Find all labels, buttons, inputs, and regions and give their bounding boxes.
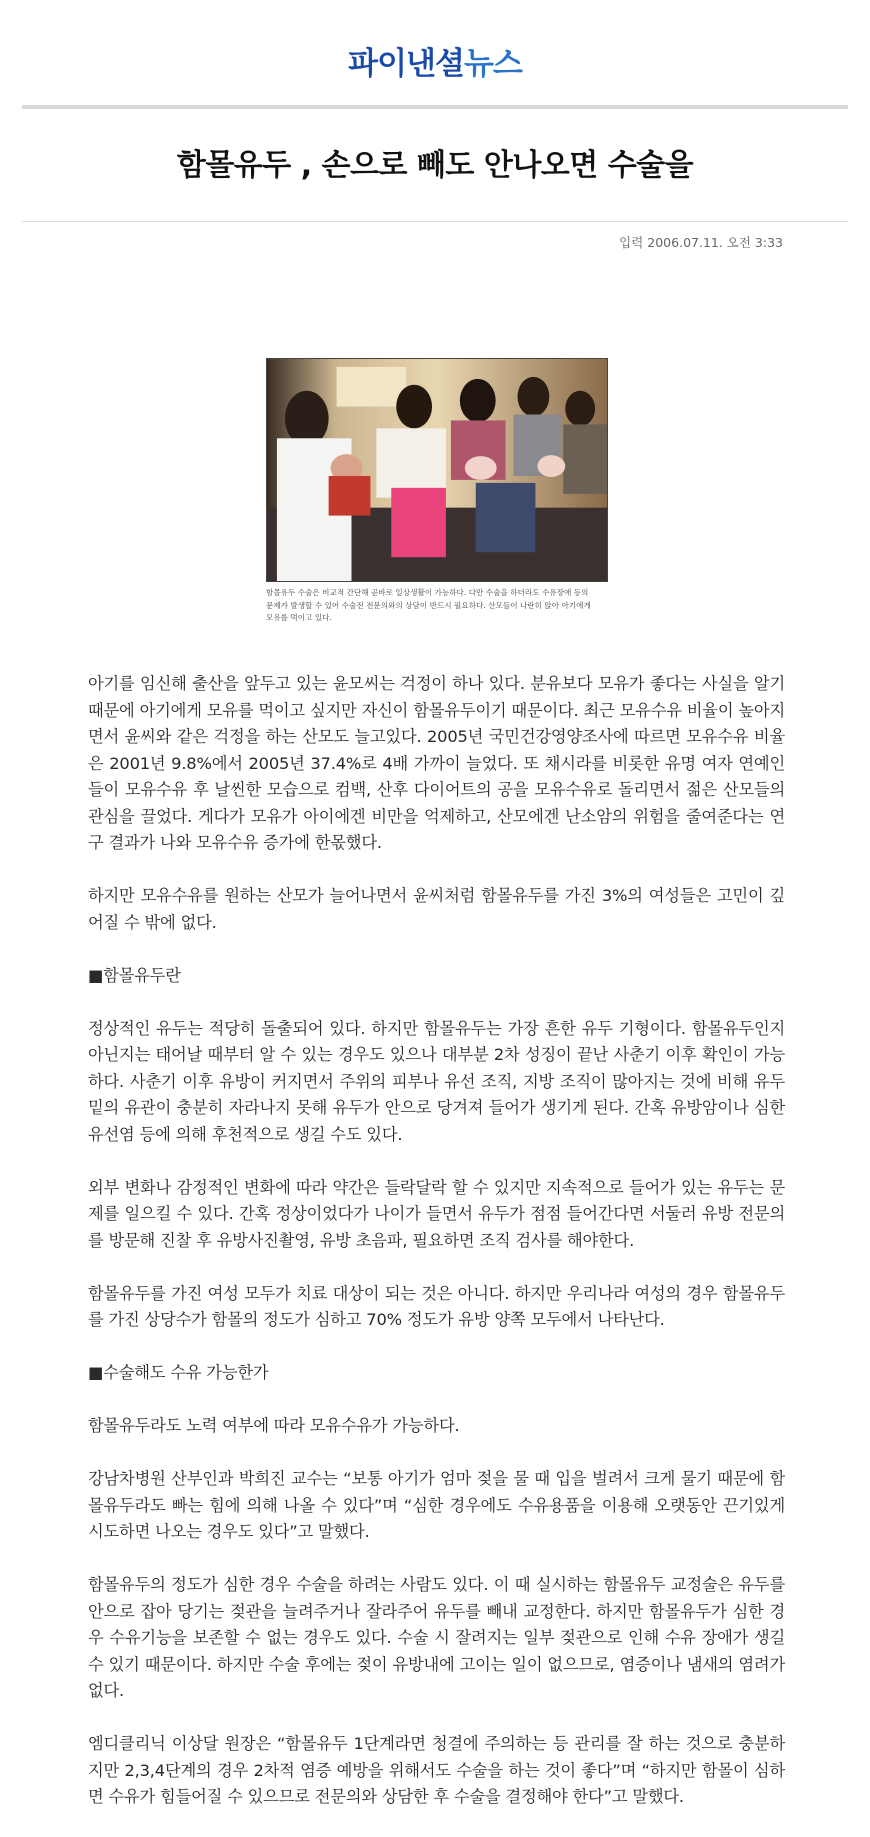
paragraph: 함몰유두의 정도가 심한 경우 수술을 하려는 사람도 있다. 이 때 실시하는 함몰유두 교정술은 유두를 안으로 잡아 당기는 젖관을 늘려주거나 잘라주어 유두를 빼내 교정한다. 하지만 함몰유두가 심한 경우 수유기능을 보존할 수 없는 경우도 있다. 수술 시 잘려지는 일부 젖관으로 인해 수유 장애가 생길 수 있기 때문이다. 하지만 수술 후에는 젖이 유방내에 고이는 일이 없으므로, 염증이나 냄새의 염려가 없다. bbox=[88, 1575, 785, 1700]
paragraph: 엠디클리닉 이상달 원장은 “함몰유두 1단계라면 청결에 주의하는 등 관리를 잘 하는 것으로 충분하지만 2,3,4단계의 경우 2차적 염증 예방을 위해서도 수술을 하는 것이 좋다”며 “하지만 함몰이 심하면 수유가 힘들어질 수 있으므로 전문의와 상담한 후 수술을 결정해야 한다”고 말했다. bbox=[88, 1734, 785, 1806]
paragraph: 하지만 모유수유를 원하는 산모가 늘어나면서 윤씨처럼 함몰유두를 가진 3%의 여성들은 고민이 깊어질 수 밖에 없다. bbox=[88, 886, 785, 932]
masthead bbox=[0, 0, 870, 105]
date-value: 2006.07.11. 오전 3:33 bbox=[647, 235, 783, 250]
article-body bbox=[88, 671, 785, 1837]
paragraph: 아기를 임신해 출산을 앞두고 있는 윤모씨는 걱정이 하나 있다. 분유보다 모유가 좋다는 사실을 알기 때문에 아기에게 모유를 먹이고 싶지만 자신이 함몰유두이기 때문이다. 최근 모유수유 비율이 높아지면서 윤씨와 같은 걱정을 하는 산모도 늘고있다. 2005년 국민건강영양조사에 따르면 모유수유 비율은 2001년 9.8%에서 2005년 37.4%로 4배 가까이 늘었다. 또 채시라를 비롯한 유명 여자 연예인들이 모유수유 후 날씬한 모습으로 컴백, 산후 다이어트의 공을 모유수유로 돌리면서 젊은 산모들의 관심을 끌었다. 게다가 모유가 아이에겐 비만을 억제하고, 산모에겐 난소암의 위험을 줄여준다는 연구 결과가 나와 모유수유 증가에 한몫했다. bbox=[88, 674, 785, 852]
section-heading: ■함몰유두란 bbox=[88, 965, 181, 985]
article-dateline bbox=[615, 233, 783, 251]
photo-caption: 함몰유두 수술은 비교적 간단해 곧바로 일상생활이 가능하다. 다만 수술을 하더라도 수유장애 등의 문제가 발생할 수 있어 수술전 전문의와의 상담이 반드시 필요하다. 산모들이 나란히 앉아 아기에게 모유를 먹이고 있다. bbox=[266, 588, 591, 622]
paragraph: 함몰유두를 가진 여성 모두가 치료 대상이 되는 것은 아니다. 하지만 우리나라 여성의 경우 함몰유두를 가진 상당수가 함몰의 정도가 심하고 70% 정도가 유방 양쪽 모두에서 나타난다. bbox=[88, 1283, 785, 1329]
logo-sub-text: 뉴스 bbox=[463, 46, 522, 82]
paragraph: 외부 변화나 감정적인 변화에 따라 약간은 들락달락 할 수 있지만 지속적으로 들어가 있는 유두는 문제를 일으킬 수 있다. 간혹 정상이었다가 나이가 들면서 유두가 점점 들어간다면 서둘러 유방 전문의를 방문해 진찰 후 유방사진촬영, 유방 초음파, 필요하면 조직 검사를 해야한다. bbox=[88, 1177, 785, 1250]
masthead-divider bbox=[22, 105, 848, 109]
title-divider bbox=[22, 221, 848, 222]
logo-main-text: 파이낸셜 bbox=[348, 46, 464, 82]
site-logo[interactable] bbox=[0, 38, 870, 83]
article-figure bbox=[266, 358, 608, 625]
section-heading: ■수술해도 수유 가능한가 bbox=[88, 1363, 269, 1382]
paragraph: 정상적인 유두는 적당히 돌출되어 있다. 하지만 함몰유두는 가장 흔한 유두 기형이다. 함몰유두인지 아닌지는 태어날 때부터 알 수 있는 경우도 있으나 대부분 2차 성징이 끝난 사춘기 이후 확인이 가능하다. 사춘기 이후 유방이 커지면서 주위의 피부나 유선 조직, 지방 조직이 많아지는 것에 비해 유두 밑의 유관이 충분히 자라나지 못해 유두가 안으로 당겨져 들어가 생기게 된다. 간혹 유방암이나 심한 유선염 등에 의해 후천적으로 생길 수도 있다. bbox=[88, 1018, 785, 1144]
date-label: 입력 bbox=[619, 235, 644, 250]
paragraph: 함몰유두라도 노력 여부에 따라 모유수유가 가능하다. bbox=[88, 1416, 460, 1435]
paragraph: 강남차병원 산부인과 박희진 교수는 “보통 아기가 엄마 젖을 물 때 입을 벌려서 크게 물기 때문에 함몰유두라도 빠는 힘에 의해 나올 수 있다”며 “심한 경우에도 수유용품을 이용해 오랫동안 끈기있게 시도하면 나오는 경우도 있다”고 말했다. bbox=[88, 1469, 785, 1541]
article-photo bbox=[266, 358, 608, 582]
article-title: 함몰유두 , 손으로 빼도 안나오면 수술을 bbox=[176, 148, 694, 183]
